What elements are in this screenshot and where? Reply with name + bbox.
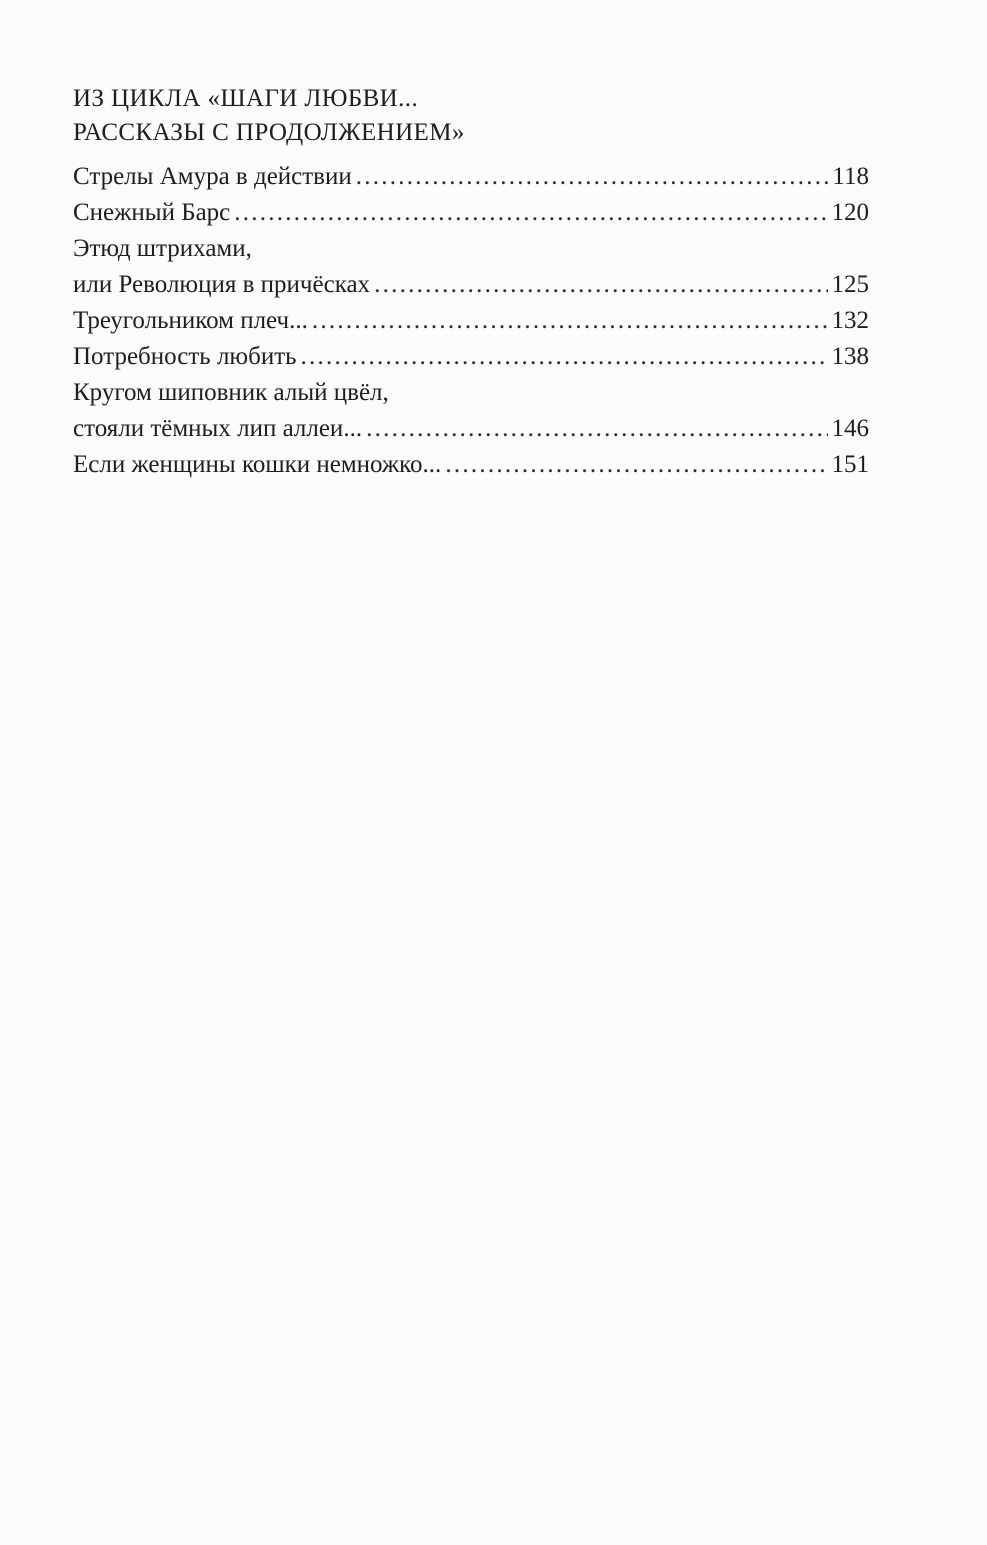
section-heading-line-1: ИЗ ЦИКЛА «ШАГИ ЛЮБВИ... — [73, 85, 419, 112]
toc-entry-page: 151 — [831, 451, 869, 478]
dot-leader — [445, 447, 827, 483]
toc-entry-page: 146 — [831, 415, 869, 442]
toc-entry-title: Стрелы Амура в действии — [73, 163, 352, 190]
dot-leader — [301, 339, 828, 375]
table-of-contents — [73, 82, 869, 483]
toc-entry — [73, 447, 869, 483]
dot-leader — [234, 195, 827, 231]
toc-entry-title: Треугольником плеч... — [73, 307, 308, 334]
toc-entry-title: Если женщины кошки немножко... — [73, 451, 442, 478]
section-heading — [73, 82, 869, 150]
toc-entry-title-first-line: Этюд штрихами, — [73, 235, 252, 262]
dot-leader — [374, 267, 827, 303]
toc-entry-page: 132 — [831, 307, 869, 334]
toc-entry-page: 120 — [831, 199, 869, 226]
section-heading-line-2: РАССКАЗЫ С ПРОДОЛЖЕНИЕМ» — [73, 119, 465, 146]
toc-entry-title: стояли тёмных лип аллеи... — [73, 415, 363, 442]
toc-entry — [73, 303, 869, 339]
dot-leader — [366, 411, 827, 447]
toc-entry — [73, 231, 869, 303]
toc-entry-page: 118 — [832, 163, 869, 190]
toc-entry-page: 138 — [831, 343, 869, 370]
toc-entry-title: или Революция в причёсках — [73, 271, 371, 298]
toc-entry-title-first-line: Кругом шиповник алый цвёл, — [73, 379, 389, 406]
toc-entry — [73, 159, 869, 195]
toc-entry-page: 125 — [831, 271, 869, 298]
dot-leader — [356, 159, 829, 195]
toc-entry-title: Потребность любить — [73, 343, 297, 370]
toc-entry — [73, 375, 869, 447]
toc-entry-title: Снежный Барс — [73, 199, 231, 226]
dot-leader — [312, 303, 828, 339]
toc-entry — [73, 339, 869, 375]
toc-entry — [73, 195, 869, 231]
